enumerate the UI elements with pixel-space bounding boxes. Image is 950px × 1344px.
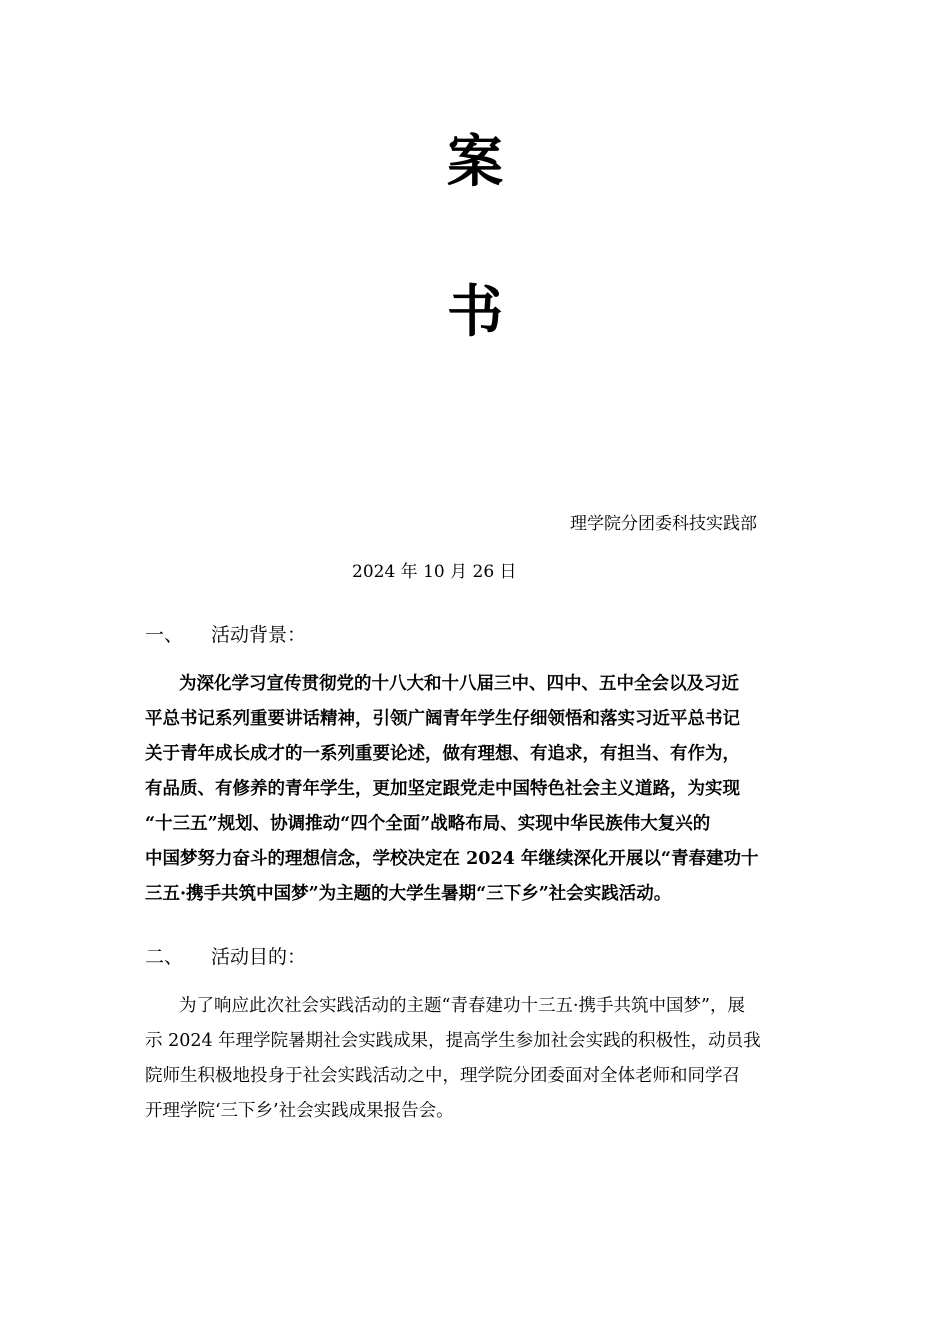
paragraph-line: 院师生积极地投身于社会实践活动之中，理学院分团委面对全体老师和同学召: [145, 1066, 740, 1086]
section-1-title: 活动背景：: [211, 624, 307, 646]
section-1-number: 一、: [145, 624, 184, 646]
cover-title-char-2: 书: [447, 279, 503, 345]
section-1-heading: [145, 622, 306, 648]
paragraph-line: 平总书记系列重要讲话精神，引领广阔青年学生仔细领悟和落实习近平总书记: [145, 709, 740, 729]
paragraph-line: 为了响应此次社会实践活动的主题“青春建功十三五·携手共筑中国梦”，展: [179, 996, 745, 1016]
paragraph-line: 示 2024 年理学院暑期社会实践成果，提高学生参加社会实践的积极性，动员我: [145, 1031, 761, 1051]
paragraph-line: 中国梦努力奋斗的理想信念，学校决定在 2024 年继续深化开展以“青春建功十: [145, 849, 759, 869]
section-2-heading: [145, 944, 306, 970]
section-2-paragraph: [145, 989, 807, 1129]
section-1-paragraph: [145, 667, 807, 912]
paragraph-line: “十三五”规划、协调推动“四个全面”战略布局、实现中华民族伟大复兴的: [145, 814, 711, 834]
section-2-number: 二、: [145, 946, 184, 968]
paragraph-line: 开理学院‘三下乡’社会实践成果报告会。: [145, 1101, 454, 1121]
document-date: 2024 年 10 月 26 日: [352, 562, 517, 582]
paragraph-line: 三五·携手共筑中国梦”为主题的大学生暑期“三下乡”社会实践活动。: [145, 884, 672, 904]
paragraph-line: 有品质、有修养的青年学生，更加坚定跟党走中国特色社会主义道路，为实现: [145, 779, 740, 799]
organization-name: 理学院分团委科技实践部: [570, 514, 757, 534]
section-2-title: 活动目的：: [211, 946, 307, 968]
paragraph-line: 为深化学习宣传贯彻党的十八大和十八届三中、四中、五中全会以及习近: [179, 674, 739, 694]
cover-title-char-1: 案: [447, 129, 503, 195]
paragraph-line: 关于青年成长成才的一系列重要论述，做有理想、有追求，有担当、有作为，: [145, 744, 740, 764]
